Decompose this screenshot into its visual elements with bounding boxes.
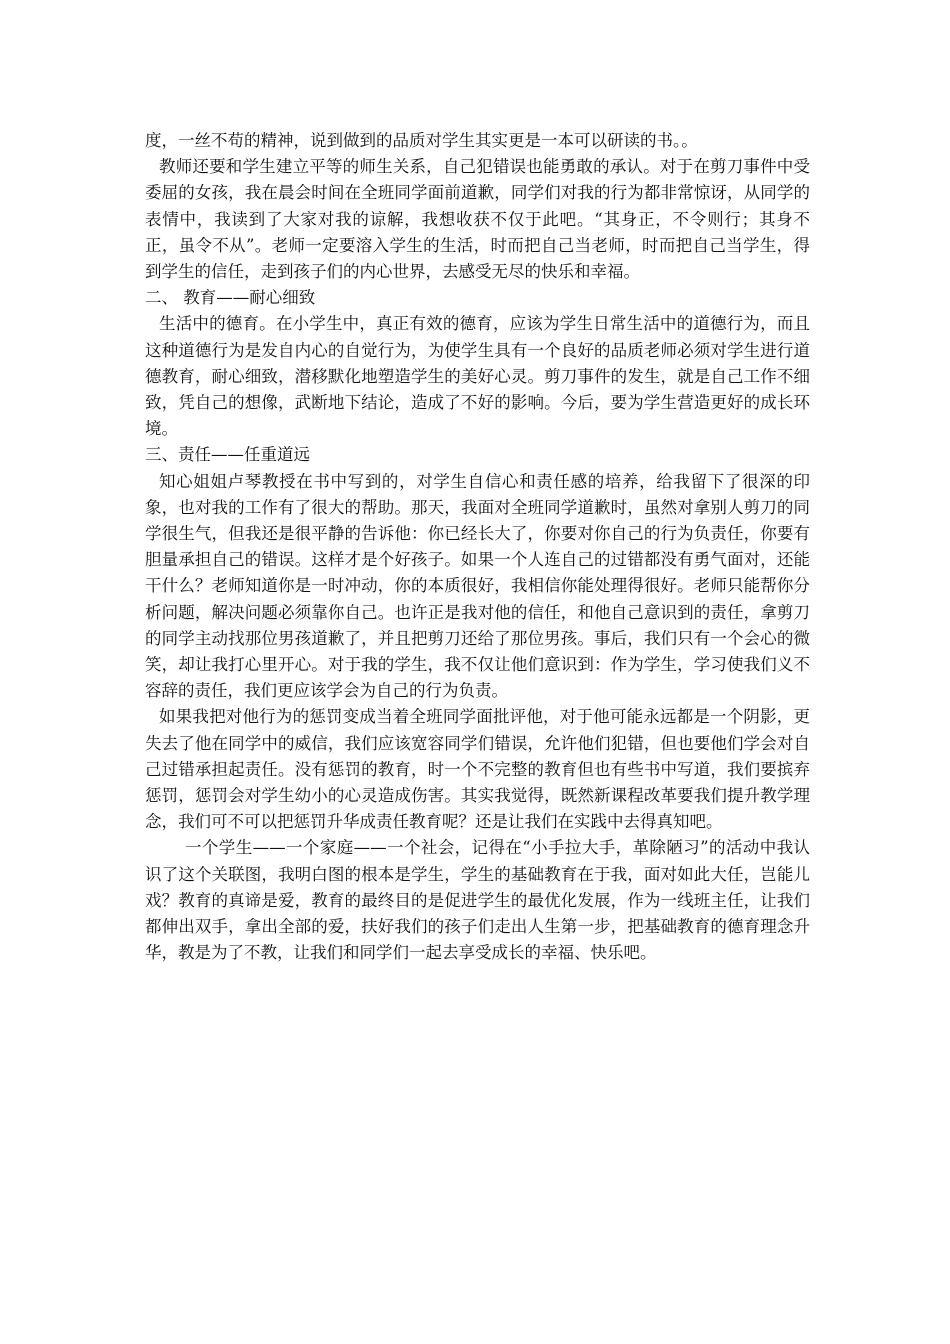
paragraph-moral-education: 生活中的德育。在小学生中，真正有效的德育，应该为学生日常生活中的道德行为，而且这种道德行为是发自内心的自觉行为，为使学生具有一个良好的品质老师必须对学生进行道德教育，耐心细致，潜移默化地塑造学生的美好心灵。剪刀事件的发生，就是自己工作不细致，凭自己的想像，武断地下结论，造成了不好的影响。今后，要为学生营造更好的成长环境。 (145, 314, 810, 439)
paragraph-teacher-student-equality: 教师还要和学生建立平等的师生关系，自己犯错误也能勇敢的承认。对于在剪刀事件中受委屈的女孩，我在晨会时间在全班同学面前道歉，同学们对我的行为都非常惊讶，从同学的表情中，我读到了大家对我的谅解，我想收获不仅于此吧。“其身正，不令则行；其身不正，虽令不从”。老师一定要溶入学生的生活，时而把自己当老师，时而把自己当学生，得到学生的信任，走到孩子们的内心世界，去感受无尽的快乐和幸福。 (145, 157, 810, 282)
paragraph-punishment: 如果我把对他行为的惩罚变成当着全班同学面批评他，对于他可能永远都是一个阴影，更失去了他在同学中的威信，我们应该宽容同学们错误，允许他们犯错，但也要他们学会对自己过错承担起责任。没有惩罚的教育，时一个不完整的教育但也有些书中写道，我们要摈弃惩罚，惩罚会对学生幼小的心灵造成伤害。其实我觉得，既然新课程改革要我们提升教学理念，我们可不可以把惩罚升华成责任教育呢？还是让我们在实践中去得真知吧。 (145, 707, 810, 832)
section-heading-education: 二、 教育——耐心细致 (145, 288, 316, 308)
paragraph-continued: 度，一丝不苟的精神，说到做到的品质对学生其实更是一本可以研读的书。。 (145, 131, 698, 150)
paragraph-conclusion: 一个学生——一个家庭——一个社会，记得在“小手拉大手，革除陋习”的活动中我认识了这个关联图，我明白图的根本是学生，学生的基础教育在于我，面对如此大任，岂能儿戏？教育的真谛是爱，教育的最终目的是促进学生的最优化发展，作为一线班主任，让我们都伸出双手，拿出全部的爱，扶好我们的孩子们走出人生第一步，把基础教育的德育理念升华，教是为了不教，让我们和同学们一起去享受成长的幸福、快乐吧。 (145, 838, 810, 963)
document-body (145, 128, 810, 967)
paragraph-responsibility: 知心姐姐卢琴教授在书中写到的，对学生自信心和责任感的培养，给我留下了很深的印象，也对我的工作有了很大的帮助。那天，我面对全班同学道歉时，虽然对拿别人剪刀的同学很生气，但我还是很平静的告诉他：你已经长大了，你要对你自己的行为负责任，你要有胆量承担自己的错误。这样才是个好孩子。如果一个人连自己的过错都没有勇气面对，还能干什么？老师知道你是一时冲动，你的本质很好，我相信你能处理得很好。老师只能帮你分析问题，解决问题必须靠你自己。也许正是我对他的信任，和他自己意识到的责任，拿剪刀的同学主动找那位男孩道歉了，并且把剪刀还给了那位男孩。事后，我们只有一个会心的微笑，却让我打心里开心。对于我的学生，我不仅让他们意识到：作为学生，学习使我们义不容辞的责任，我们更应该学会为自己的行为负责。 (145, 471, 810, 701)
section-heading-responsibility: 三、责任——任重道远 (145, 445, 310, 465)
